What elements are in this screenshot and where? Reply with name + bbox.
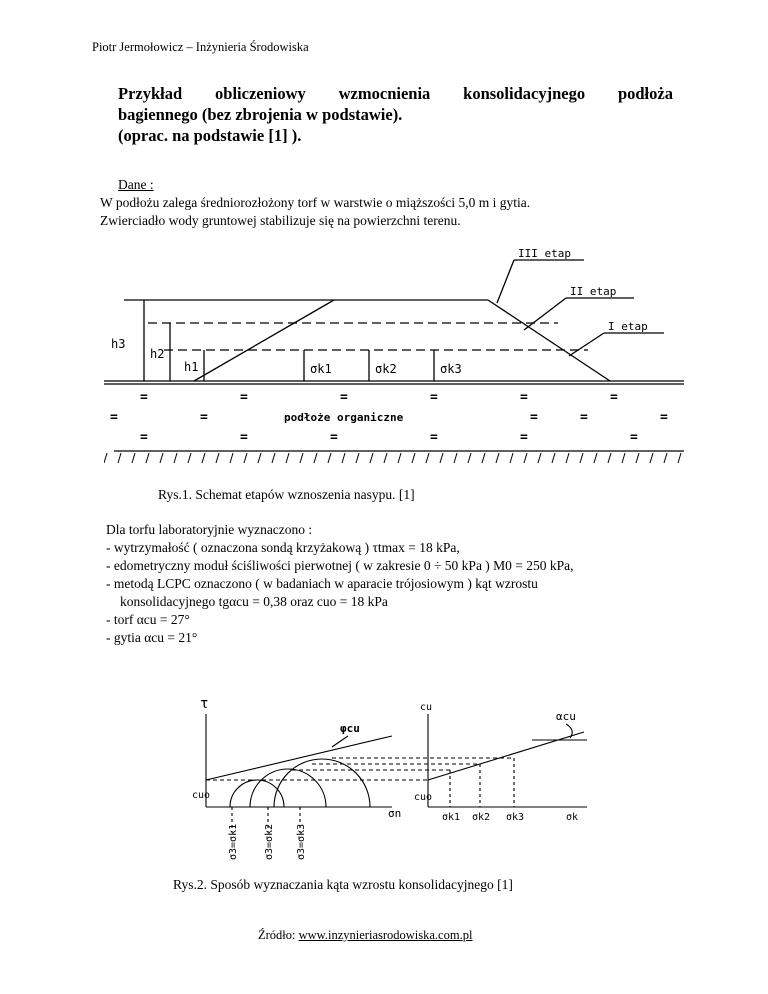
title-word-4: konsolidacyjnego: [463, 84, 586, 103]
page-footer: [258, 928, 472, 943]
lab-item-1: - wytrzymałość ( oznaczona sondą krzyżakową ) τtmax = 18 kPa,: [106, 540, 460, 555]
dane-line-2: Zwierciadło wody gruntowej stabilizuje się na powierzchni terenu.: [100, 213, 461, 228]
svg-text:=: =: [340, 390, 348, 405]
title-word-5: podłoża: [617, 84, 673, 103]
title-word-2: obliczeniowy: [215, 84, 306, 103]
label-sk1: σk1: [310, 362, 332, 376]
label-sigma-n: σn: [388, 807, 402, 820]
label-stage2: II etap: [570, 285, 617, 298]
title-line-2: bagiennego (bez zbrojenia w podstawie).: [118, 105, 403, 124]
label-s2: σ3=σk2: [264, 823, 275, 860]
lab-results-list: [106, 521, 746, 647]
label-sk-right: σk: [566, 812, 579, 823]
leader-stage3: [497, 260, 514, 303]
document-title: [118, 83, 673, 146]
svg-text:=: =: [610, 390, 618, 405]
label-alpha-cu: αcu: [556, 710, 576, 723]
leader-stage1: [569, 333, 604, 356]
label-h3: h3: [111, 337, 126, 351]
svg-text:=: =: [110, 410, 118, 425]
label-sk1-right: σk1: [442, 812, 461, 823]
svg-text:=: =: [520, 390, 528, 405]
svg-text:=: =: [430, 430, 438, 445]
label-tau: τ: [200, 696, 209, 712]
label-stage3: III etap: [518, 248, 571, 260]
label-sk3: σk3: [440, 362, 462, 376]
svg-text:=: =: [580, 410, 588, 425]
lab-intro: Dla torfu laboratoryjnie wyznaczono :: [106, 522, 313, 537]
svg-text:=: =: [140, 430, 148, 445]
svg-text:=: =: [240, 390, 248, 405]
label-phi-cu: φcu: [340, 722, 360, 735]
label-sk3-right: σk3: [506, 812, 525, 823]
svg-text:=: =: [530, 410, 538, 425]
dane-heading: Dane :: [118, 177, 154, 192]
title-word-1: Przykład: [118, 84, 183, 103]
embankment-stages-diagram: [104, 248, 696, 468]
lab-item-4: - torf αcu = 27°: [106, 612, 190, 627]
label-h2: h2: [150, 347, 165, 361]
svg-text:=: =: [630, 430, 638, 445]
dane-line-1: W podłożu zalega średniorozłożony torf w warstwie o miąższości 5,0 m i gytia.: [100, 195, 531, 210]
consolidation-angle-diagram: [192, 692, 600, 864]
footer-link[interactable]: www.inzynieriasrodowiska.com.pl: [298, 928, 473, 942]
leader-stage2: [524, 298, 566, 330]
svg-text:=: =: [520, 430, 528, 445]
mohr-circle-3: [274, 759, 370, 807]
label-sk2: σk2: [375, 362, 397, 376]
svg-text:=: =: [430, 390, 438, 405]
mohr-circle-2: [250, 769, 326, 807]
label-soil: podłoże organiczne: [284, 411, 404, 424]
page-header: Piotr Jermołowicz – Inżynieria Środowiska: [92, 40, 309, 54]
svg-text:=: =: [240, 430, 248, 445]
lab-item-3: - metodą LCPC oznaczono ( w badaniach w aparacie trójosiowym ) kąt wzrostu: [106, 576, 538, 591]
title-line-3: (oprac. na podstawie [1] ).: [118, 126, 302, 145]
lab-item-2: - edometryczny moduł ściśliwości pierwotnej ( w zakresie 0 ÷ 50 kPa ) M0 = 250 kPa,: [106, 558, 574, 573]
label-cuo-right: cuo: [414, 792, 433, 803]
alpha-cu-line: [428, 732, 584, 780]
label-stage1: I etap: [608, 320, 648, 333]
svg-text:=: =: [200, 410, 208, 425]
figure1-caption: Rys.1. Schemat etapów wznoszenia nasypu. [1]: [158, 487, 415, 502]
lab-item-3-cont: konsolidacyjnego tgαcu = 0,38 oraz cuo = 18 kPa: [120, 594, 388, 609]
svg-text:=: =: [330, 430, 338, 445]
label-s3: σ3=σk3: [296, 823, 307, 860]
label-h1: h1: [184, 360, 199, 374]
phi-cu-line: [206, 736, 392, 780]
label-s1: σ3=σk1: [228, 823, 239, 860]
svg-text:=: =: [140, 390, 148, 405]
label-cu: cu: [420, 702, 433, 713]
title-line-1: [118, 83, 673, 104]
svg-text:=: =: [660, 410, 668, 425]
label-cuo: cuo: [192, 790, 211, 801]
footer-label: Źródło:: [258, 928, 296, 942]
figure2-caption: Rys.2. Sposób wyznaczania kąta wzrostu konsolidacyjnego [1]: [173, 877, 513, 892]
lab-item-5: - gytia αcu = 21°: [106, 630, 198, 645]
label-sk2-right: σk2: [472, 812, 491, 823]
dane-paragraph: [100, 194, 674, 230]
title-word-3: wzmocnienia: [338, 84, 431, 103]
